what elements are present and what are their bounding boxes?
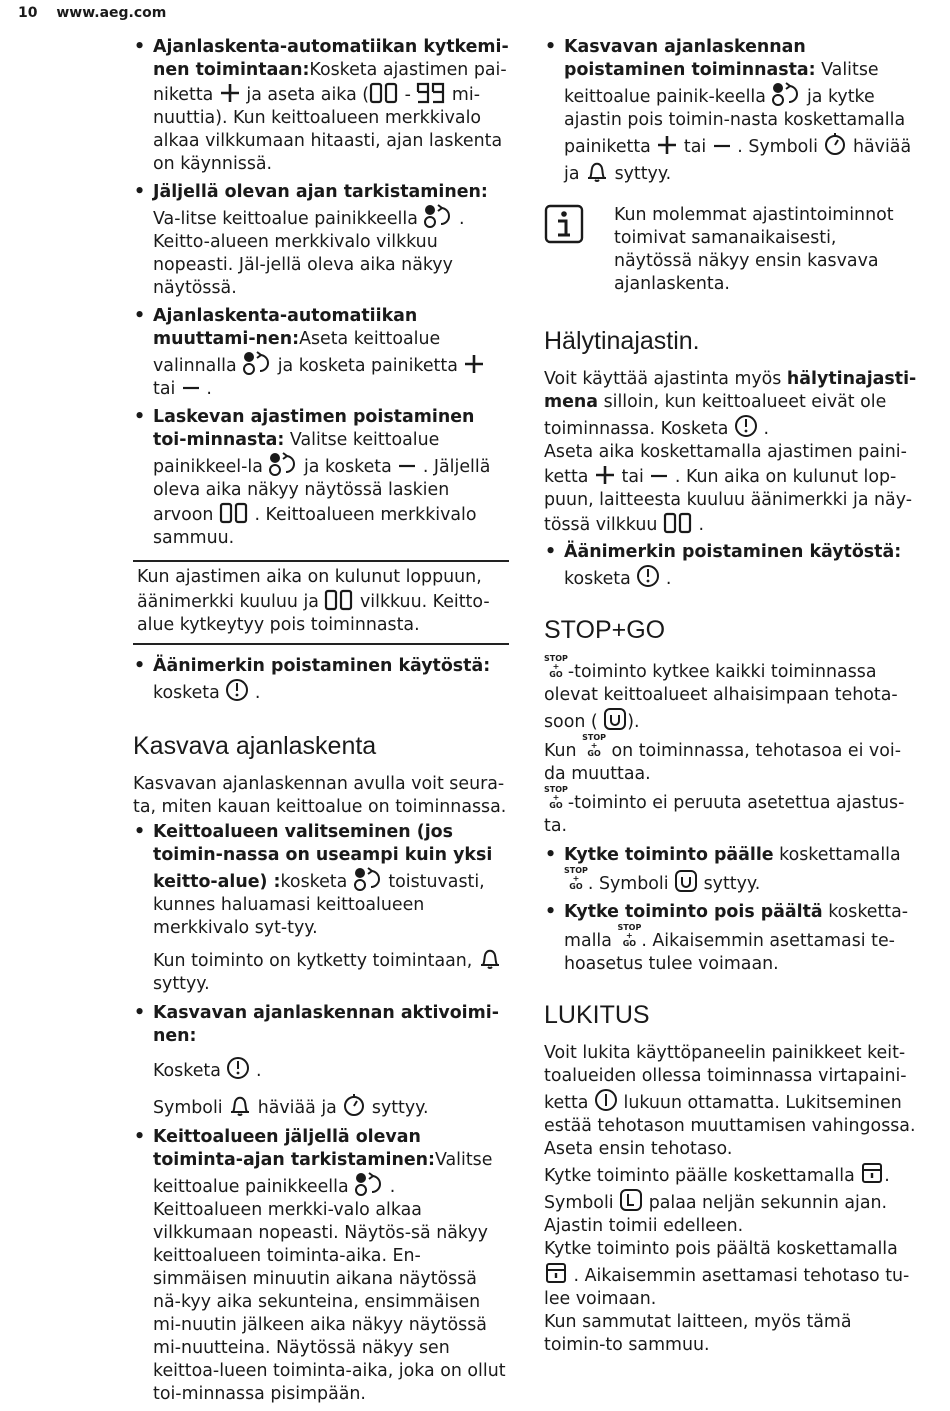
list-item [133, 1126, 509, 1406]
paragraph [544, 441, 918, 537]
sub-paragraph [133, 1093, 509, 1120]
item-text: . Keittoalueen merkki-valo alkaa vilkkumaan nopeasti. Näytös-sä näkyy keittoalueen toiminta-aika. En-simmäisen minuutin aikana näytössä nä-kyy aika sekunteina, ensimmäisen mi-nuutin jälkeen aika näkyy näytössä mi-nuutteina. Näytössä näkyy sen keittoa-lueen toiminta-aika, joka on ollut toi-minnassa pisimpään. [153, 1177, 506, 1404]
timer-icon [636, 564, 660, 588]
l-symbol-icon [619, 1188, 643, 1212]
section-heading: LUKITUS [544, 1001, 650, 1029]
para-text: . Kun aika on kulunut lop-puun, laitteesta kuuluu äänimerkki ja näy-tössä vilkkuu [544, 467, 912, 535]
item-title: Ajanlaskenta-automatiikan kytkemi-nen toimintaan: [153, 37, 509, 80]
paragraph [544, 655, 918, 734]
sub-text: . [255, 1061, 262, 1081]
sub-paragraph [133, 946, 509, 996]
stopgo-icon [544, 786, 568, 810]
note-text: Kun ajastimen aika on kulunut loppuun, äänimerkki kuuluu ja [137, 567, 482, 612]
timer-icon [226, 1056, 250, 1080]
paragraph [544, 368, 918, 441]
para-text: Voit lukita käyttöpaneelin painikkeet keit-toalueiden ollessa toiminnassa virtapaini-ketta [544, 1043, 907, 1113]
section-heading: Hälytinajastin. [544, 327, 700, 355]
plus-icon [463, 353, 485, 375]
site-url: www.aeg.com [56, 5, 167, 21]
paragraph [544, 1161, 918, 1188]
item-text: - [404, 85, 411, 105]
para-text: -toiminto ei peruuta asetettua ajastus-ta. [544, 793, 905, 836]
item-title: Kytke toiminto päälle [564, 845, 774, 865]
stopgo-bottom: GO [622, 939, 637, 948]
stopgo-top: STOP [544, 654, 568, 663]
minus-icon [712, 136, 732, 156]
item-text: Valitse keittoalue painikkeella [153, 1150, 493, 1197]
stopgo-mid: + [572, 874, 580, 883]
paragraph [544, 786, 918, 838]
item-text: ja kosketa [303, 457, 392, 477]
item-text: Aseta keittoalue valinnalla [153, 329, 441, 376]
item-title: Keittoalueen jäljellä olevan toiminta-ajan tarkistaminen: [153, 1127, 435, 1170]
zone-select-icon [771, 82, 801, 106]
sub-text: Symboli [153, 1098, 223, 1118]
para-bold: hälytinajasti-mena [544, 369, 917, 412]
para-text: Voit käyttää ajastinta myös [544, 369, 782, 389]
stopgo-top: STOP [564, 866, 588, 875]
bell-icon [478, 946, 502, 970]
stopgo-bottom: GO [549, 801, 563, 810]
stopgo-bottom: GO [569, 882, 583, 891]
stopgo-bottom: GO [549, 670, 563, 679]
u-symbol-icon [674, 869, 698, 893]
info-icon [544, 204, 584, 244]
stopgo-mid: + [590, 741, 598, 750]
bell-icon [585, 159, 609, 183]
item-title: Äänimerkin poistaminen käytöstä: [564, 542, 902, 562]
item-title: Kytke toiminto pois päältä [564, 902, 823, 922]
item-title: Ajanlaskenta-automatiikan muuttami-nen: [153, 306, 418, 349]
page-number: 10 [18, 5, 38, 21]
item-text: ja aseta aika ( [246, 85, 370, 105]
para-text: lukuun ottamatta. Lukitseminen estää tehotason muuttamisen vahingossa. [544, 1093, 916, 1136]
item-text: kosketa [153, 683, 220, 703]
item-text: ja kytke ajastin pois toimin-nasta koskettamalla painiketta [564, 87, 906, 157]
para-text: on toiminnassa, tehotasoa ei voi-da muuttaa. [544, 741, 901, 784]
stopgo-top: STOP [582, 733, 607, 742]
list-item [133, 305, 509, 401]
item-text: kosketa [564, 569, 631, 589]
digits-00-icon [219, 502, 249, 524]
item-text: . [206, 379, 212, 399]
para-text: Kytke toiminto päälle koskettamalla [544, 1166, 855, 1186]
item-text: tai [153, 379, 176, 399]
item-text: . [254, 683, 261, 703]
para-text: Kytke toiminto pois päältä koskettamalla [544, 1239, 898, 1259]
item-title: Laskevan ajastimen poistaminen toi-minnasta: [153, 407, 475, 450]
item-text: ja kosketa painiketta [277, 356, 458, 376]
paragraph: Aseta ensin tehotaso. [544, 1139, 733, 1159]
zone-select-icon [242, 351, 272, 375]
sub-text: Kosketa [153, 1061, 221, 1081]
sub-text: Kun toiminto on kytketty toimintaan, [153, 951, 473, 971]
left-column [133, 36, 509, 1411]
minus-icon [181, 378, 201, 398]
item-text: toistuvasti, kunnes haluamasi keittoalueen merkkivalo syt-tyy. [153, 872, 485, 938]
item-text: Va-litse keittoalue painikkeella [153, 209, 418, 229]
para-text: Symboli [544, 1193, 614, 1213]
stopgo-icon [544, 655, 568, 679]
sub-text: syttyy. [371, 1098, 429, 1118]
zone-select-icon [423, 204, 453, 228]
stopgo-mid: + [552, 793, 560, 802]
plus-icon [656, 134, 678, 156]
list-item [544, 541, 918, 591]
list-item [544, 844, 918, 896]
para-text: Kun [544, 741, 577, 761]
para-text: ). [627, 712, 640, 732]
paragraph: Ajastin toimii edelleen. [544, 1216, 744, 1236]
stopgo-mid: + [552, 662, 560, 671]
list-item [133, 181, 509, 300]
power-icon [594, 1088, 618, 1112]
lock-icon [860, 1161, 884, 1185]
paragraph [544, 1042, 918, 1138]
list-item [133, 821, 509, 940]
digits-00-icon [663, 512, 693, 534]
stopgo-top: STOP [617, 923, 642, 932]
stopgo-icon [564, 867, 588, 891]
stopgo-top: STOP [544, 785, 568, 794]
list-item [133, 655, 509, 705]
info-note [544, 204, 918, 296]
stopgo-icon [617, 924, 641, 948]
list-item [133, 36, 509, 176]
item-text: koskettamalla [779, 845, 901, 865]
right-column [544, 36, 918, 1357]
item-title: Äänimerkin poistaminen käytöstä: [153, 656, 491, 676]
para-text: Aseta aika koskettamalla ajastimen paini-ketta [544, 442, 907, 487]
item-title: Kasvavan ajanlaskennan poistaminen toiminnasta: [564, 37, 816, 80]
item-text: syttyy. [614, 164, 672, 184]
digits-00-icon [369, 82, 399, 104]
sub-text: häviää ja [257, 1098, 337, 1118]
paragraph: Kasvavan ajanlaskennan avulla voit seura-ta, miten kauan keittoalue on toiminnassa. [133, 774, 507, 817]
info-text: Kun molemmat ajastintoiminnot toimivat samanaikaisesti, näytössä näkyy ensin kasvava ajanlaskenta. [614, 205, 894, 294]
para-text: . [884, 1166, 890, 1186]
paragraph [544, 734, 918, 786]
para-text: silloin, kun keittoalueet eivät ole toiminnassa. Kosketa [544, 392, 887, 439]
section-heading: STOP+GO [544, 616, 666, 644]
note-box [133, 560, 509, 645]
item-text: syttyy. [703, 874, 761, 894]
paragraph [544, 1188, 918, 1215]
note-text: vilkkuu. Keitto-alue kytkeytyy pois toiminnasta. [137, 592, 490, 635]
item-text: häviää ja [564, 137, 912, 184]
list-item [544, 901, 918, 976]
para-text: tai [621, 467, 644, 487]
minus-icon [397, 456, 417, 476]
item-title: Keittoalueen valitseminen (jos toimin-nassa on useampi kuin yksi keitto-alue) : [153, 822, 493, 892]
zone-select-icon [353, 867, 383, 891]
paragraph [544, 1238, 918, 1311]
plus-icon [219, 82, 241, 104]
sub-paragraph [133, 1056, 509, 1083]
item-text: mi-nuuttia). Kun keittoalueen merkkivalo alkaa vilkkumaan hitaasti, ajan laskenta on käynnissä. [153, 85, 503, 174]
bell-icon [228, 1093, 252, 1117]
item-title: Jäljellä olevan ajan tarkistaminen: [153, 182, 488, 202]
u-symbol-icon [603, 707, 627, 731]
para-text: -toiminto kytkee kaikki toiminnassa olevat keittoalueet alhaisimpaan tehota-soon ( [544, 662, 898, 732]
item-text: tai [683, 137, 707, 157]
list-item [133, 406, 509, 550]
stopwatch-icon [342, 1093, 366, 1117]
item-text: Valitse keittoalue painikkeel-la [153, 430, 440, 477]
stopgo-bottom: GO [587, 749, 601, 758]
stopgo-mid: + [626, 931, 633, 940]
digits-00-icon [324, 589, 354, 611]
item-text: kosketta-malla [564, 902, 909, 951]
page-header [18, 5, 166, 21]
item-text: . Symboli [737, 137, 818, 157]
minus-icon [649, 466, 669, 486]
paragraph: Kun sammutat laitteen, myös tämä toimin-to sammuu. [544, 1312, 852, 1355]
para-text: palaa neljän sekunnin ajan. [648, 1193, 888, 1213]
list-item [133, 1002, 509, 1048]
item-text: Kosketa ajastimen pai-niketta [153, 60, 507, 105]
para-text: . Aikaisemmin asettamasi tehotaso tu-lee voimaan. [544, 1266, 910, 1309]
zone-select-icon [268, 452, 298, 476]
stopgo-icon [582, 734, 606, 758]
item-text: . Keitto-alueen merkkivalo vilkkuu nopeasti. Jäl-jellä oleva aika näkyy näytössä. [153, 209, 465, 298]
item-text: . Symboli [587, 874, 669, 894]
timer-icon [734, 414, 758, 438]
para-text: . [698, 515, 704, 535]
plus-icon [594, 464, 616, 486]
digits-99-icon [416, 82, 446, 104]
item-text: kosketa [280, 872, 348, 892]
item-text: . [665, 569, 672, 589]
item-text: . Jäljellä oleva aika näkyy näytössä laskien arvoon [153, 457, 491, 525]
stopwatch-icon [823, 132, 847, 156]
timer-icon [225, 678, 249, 702]
section-heading: Kasvava ajanlaskenta [133, 732, 377, 760]
item-title: Kasvavan ajanlaskennan aktivoimi-nen: [153, 1003, 499, 1046]
item-text: . Keittoalueen merkkivalo sammuu. [153, 505, 477, 548]
list-item [544, 36, 918, 186]
item-text: Valitse keittoalue painik-keella [564, 60, 879, 107]
item-text: . Aikaisemmin asettamasi te-hoasetus tulee voimaan. [564, 931, 895, 974]
para-text: . [763, 419, 770, 439]
sub-text: syttyy. [153, 974, 210, 994]
zone-select-icon [354, 1172, 384, 1196]
lock-icon [544, 1261, 568, 1285]
